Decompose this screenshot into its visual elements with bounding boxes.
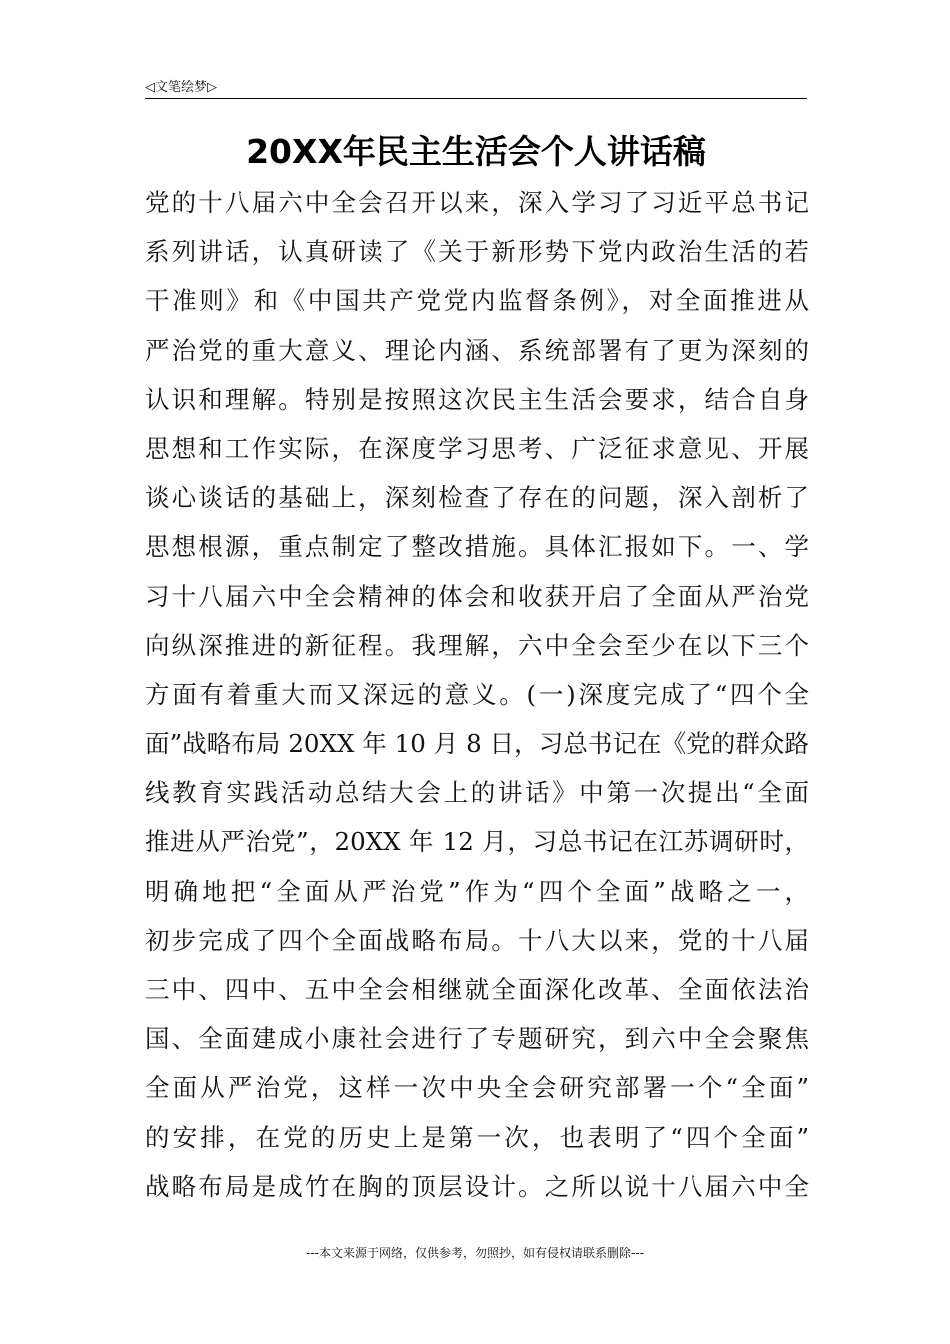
body-line: 思想和工作实际，在深度学习思考、广泛征求意见、开展 [145, 433, 809, 463]
body-line: 面”战略布局 20XX 年 10 月 8 日，习总书记在《党的群众路 [145, 729, 809, 759]
body-line: 三中、四中、五中全会相继就全面深化改革、全面依法治 [145, 975, 809, 1004]
body-line: 明确地把“全面从严治党”作为“四个全面”战略之一， [145, 876, 809, 906]
document-body [145, 178, 809, 1211]
body-line: 谈心谈话的基础上，深刻检查了存在的问题，深入剖析了 [145, 483, 809, 513]
body-line: 全面从严治党，这样一次中央全会研究部署一个“全面” [145, 1073, 809, 1103]
document-title: 20XX年民主生活会个人讲话稿 [246, 132, 706, 171]
body-line: 干准则》和《中国共产党党内监督条例》，对全面推进从 [145, 286, 809, 316]
header-label: ◁文笔绘梦▷ [145, 80, 217, 95]
body-line: 思想根源，重点制定了整改措施。具体汇报如下。一、学 [145, 532, 809, 562]
body-line: 方面有着重大而又深远的意义。(一)深度完成了“四个全 [145, 679, 809, 709]
body-line: 战略布局是成竹在胸的顶层设计。之所以说十八届六中全 [145, 1171, 809, 1201]
body-line: 习十八届六中全会精神的体会和收获开启了全面从严治党 [145, 581, 809, 611]
body-line: 向纵深推进的新征程。我理解，六中全会至少在以下三个 [145, 630, 809, 660]
body-line: 的安排，在党的历史上是第一次，也表明了“四个全面” [145, 1122, 809, 1152]
body-line: 认识和理解。特别是按照这次民主生活会要求，结合自身 [145, 384, 809, 414]
body-line: 国、全面建成小康社会进行了专题研究，到六中全会聚焦 [145, 1024, 809, 1054]
body-line: 系列讲话，认真研读了《关于新形势下党内政治生活的若 [145, 237, 809, 267]
body-line: 推进从严治党”，20XX 年 12 月，习总书记在江苏调研时， [145, 827, 809, 857]
body-line: 严治党的重大意义、理论内涵、系统部署有了更为深刻的 [145, 335, 809, 365]
body-line: 党的十八届六中全会召开以来，深入学习了习近平总书记 [145, 188, 809, 217]
body-line: 初步完成了四个全面战略布局。十八大以来，党的十八届 [145, 925, 809, 955]
page-header [145, 74, 807, 99]
body-line: 线教育实践活动总结大会上的讲话》中第一次提出“全面 [145, 778, 809, 808]
page-footer: ---本文来源于网络，仅供参考，勿照抄，如有侵权请联系删除--- [306, 1246, 644, 1260]
